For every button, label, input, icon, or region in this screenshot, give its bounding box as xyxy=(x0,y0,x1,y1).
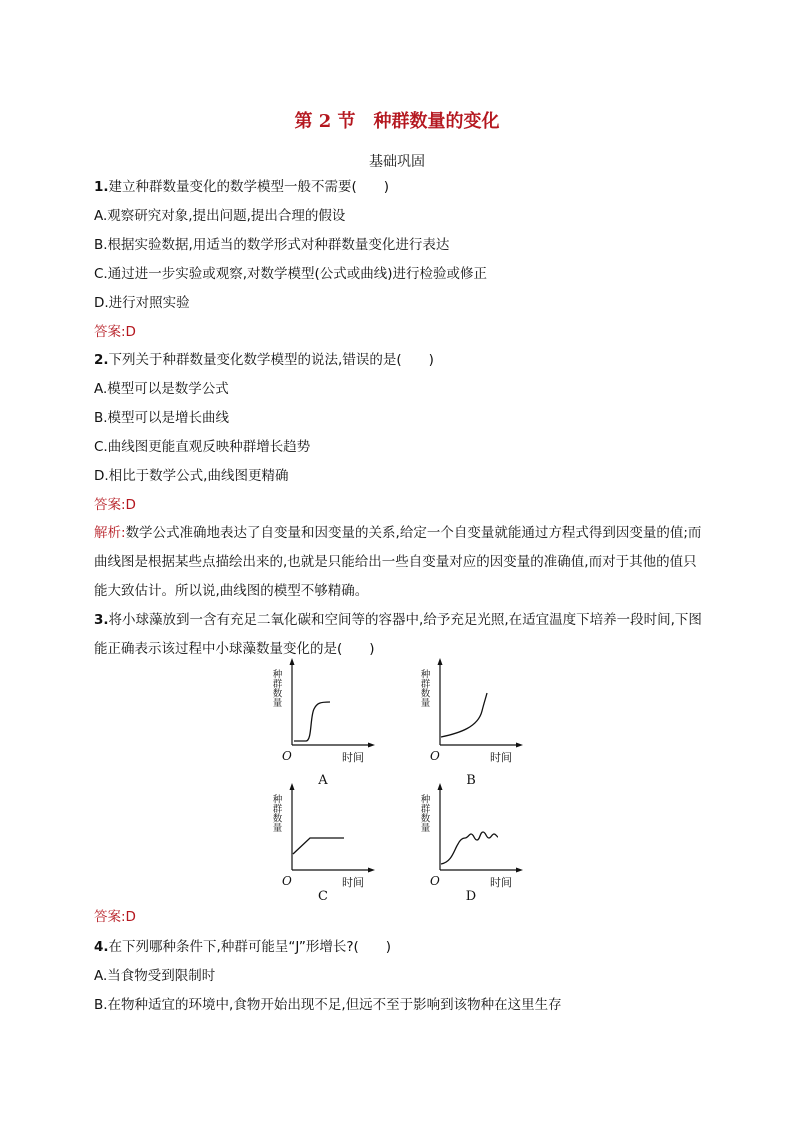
graph-d-label: D xyxy=(465,889,477,904)
question-stem: 建立种群数量变化的数学模型一般不需要( ) xyxy=(108,179,390,195)
option-a: A.当食物受到限制时 xyxy=(94,968,216,984)
option-b: B.模型可以是增长曲线 xyxy=(94,410,230,426)
graph-a xyxy=(272,657,382,767)
question-2 xyxy=(94,350,706,370)
question-stem: 将小球藻放到一含有充足二氧化碳和空间等的容器中,给予充足光照,在适宜温度下培养一段时间,下图能正确表示该过程中小球藻数量变化的是( ) xyxy=(94,612,702,657)
option-b: B.在物种适宜的环境中,食物开始出现不足,但远不至于影响到该物种在这里生存 xyxy=(94,997,562,1013)
y-axis-label: 种群数量 xyxy=(270,669,282,707)
question-1 xyxy=(94,177,706,197)
y-axis-label: 种群数量 xyxy=(418,669,430,707)
origin-label: O xyxy=(430,749,440,763)
option-c: C.曲线图更能直观反映种群增长趋势 xyxy=(94,439,311,455)
origin-label: O xyxy=(430,874,440,888)
graph-b-label: B xyxy=(466,773,476,788)
origin-label: O xyxy=(282,749,292,763)
section-heading: 基础巩固 xyxy=(369,154,425,170)
y-axis-label: 种群数量 xyxy=(418,794,430,832)
option-b: B.根据实验数据,用适当的数学形式对种群数量变化进行表达 xyxy=(94,237,450,253)
x-axis-label: 时间 xyxy=(342,876,364,889)
origin-label: O xyxy=(282,874,292,888)
answer: 答案:D xyxy=(94,497,136,513)
analysis-label: 解析: xyxy=(94,525,126,541)
svg-text:种群数量 xyxy=(271,668,283,707)
page-title: 第 2 节 种群数量的变化 xyxy=(294,111,500,132)
option-a: A.观察研究对象,提出问题,提出合理的假设 xyxy=(94,208,346,224)
question-number: 3. xyxy=(94,612,109,628)
x-axis-label: 时间 xyxy=(490,751,512,764)
option-c: C.通过进一步实验或观察,对数学模型(公式或曲线)进行检验或修正 xyxy=(94,266,488,282)
y-axis-label: 种群数量 xyxy=(270,794,282,832)
x-axis-label: 时间 xyxy=(342,751,364,764)
graph-d xyxy=(420,782,530,892)
question-stem: 在下列哪种条件下,种群可能呈“J”形增长?( ) xyxy=(108,939,392,955)
x-axis-label: 时间 xyxy=(490,876,512,889)
graph-c-label: C xyxy=(318,889,328,904)
question-3 xyxy=(94,606,702,664)
option-d: D.相比于数学公式,曲线图更精确 xyxy=(94,468,289,484)
graph-b xyxy=(420,657,530,767)
svg-text:种群数量 xyxy=(419,793,431,832)
graph-c xyxy=(272,782,382,892)
svg-text:种群数量 xyxy=(271,793,283,832)
question-number: 4. xyxy=(94,939,109,955)
answer: 答案:D xyxy=(94,324,136,340)
question-number: 2. xyxy=(94,352,109,368)
question-stem: 下列关于种群数量变化数学模型的说法,错误的是( ) xyxy=(108,352,434,368)
question-number: 1. xyxy=(94,179,109,195)
graph-a-label: A xyxy=(318,773,328,788)
option-a: A.模型可以是数学公式 xyxy=(94,381,229,397)
analysis-text: 数学公式准确地表达了自变量和因变量的关系,给定一个自变量就能通过方程式得到因变量的值;而曲线图是根据某些点描绘出来的,也就是只能给出一些自变量对应的因变量的准确值,而对于其他的值只能大致估计。所以说,曲线图的模型不够精确。 xyxy=(94,525,702,599)
question-4 xyxy=(94,937,706,957)
analysis xyxy=(94,519,702,606)
option-d: D.进行对照实验 xyxy=(94,295,190,311)
answer: 答案:D xyxy=(94,909,136,925)
svg-text:种群数量 xyxy=(419,668,431,707)
